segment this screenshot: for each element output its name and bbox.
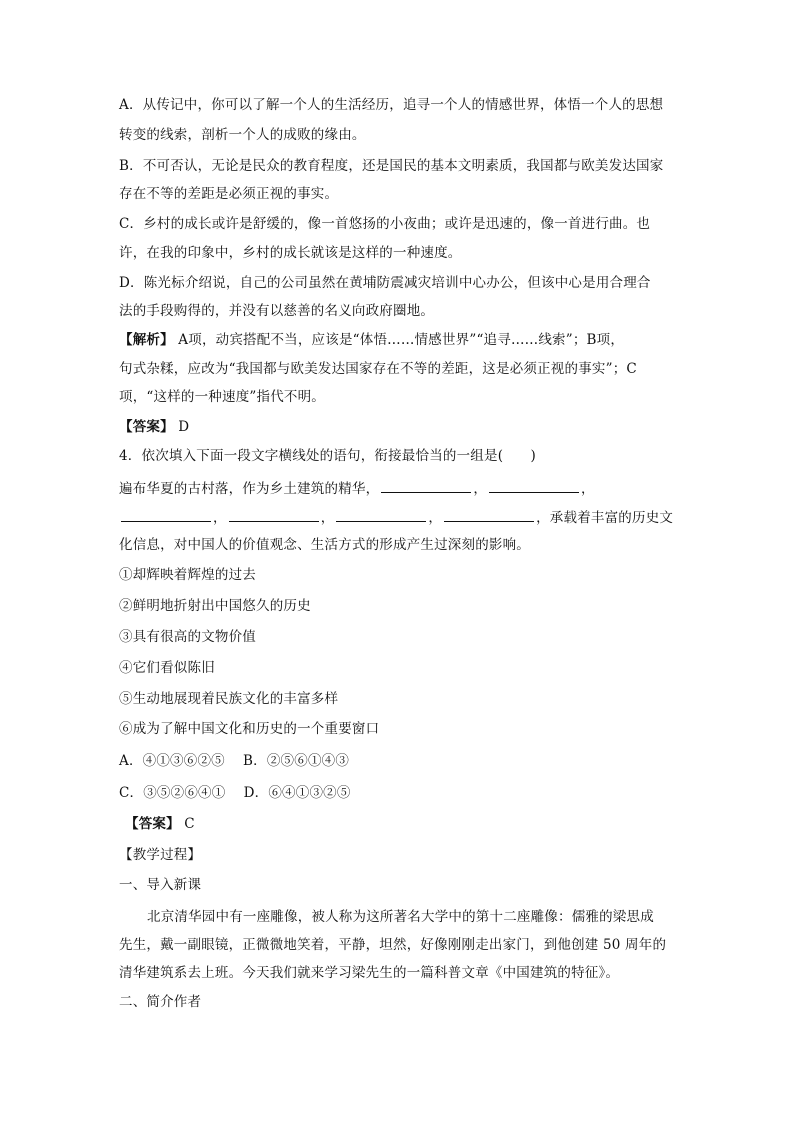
blank-4[interactable]	[229, 507, 319, 522]
answer-3-label: 【答案】	[119, 419, 174, 435]
list-item: ④它们看似陈旧	[119, 660, 215, 676]
intro-para-line-2: 先生，戴一副眼镜，正微微地笑着，平静，坦然，好像刚刚走出家门，到他创建 50 周年的	[119, 937, 667, 953]
section-1-title: 一、导入新课	[119, 877, 202, 893]
answer-4	[125, 815, 195, 833]
intro-para-line-1: 北京清华园中有一座雕像，被人称为这所著名大学中的第十二座雕像：儒雅的梁思成	[147, 909, 654, 925]
passage-comma-1: ，	[473, 481, 488, 497]
answer-4-label: 【答案】	[125, 816, 180, 832]
analysis-line-1	[119, 331, 624, 349]
option-a-line-1: A．从传记中，你可以了解一个人的生活经历，追寻一个人的情感世界，体悟一个人的思想	[119, 97, 664, 113]
passage-comma-5: ，	[428, 510, 443, 526]
list-item: ③具有很高的文物价值	[119, 629, 256, 645]
passage-comma-2: ，	[581, 481, 595, 497]
blank-2[interactable]	[489, 478, 579, 493]
section-2-title: 二、简介作者	[119, 994, 202, 1010]
passage-line-3: 化信息，对中国人的价值观念、生活方式的形成产生过深刻的影响。	[119, 537, 530, 553]
list-item: ⑥成为了解中国文化和历史的一个重要窗口	[119, 721, 380, 737]
passage-comma-4: ，	[320, 510, 335, 526]
blank-1[interactable]	[381, 478, 471, 493]
option-b-line-2: 存在不等的差距是必须正视的事实。	[119, 186, 339, 202]
teaching-heading: 【教学过程】	[119, 847, 202, 863]
answer-3-value: D	[173, 419, 190, 435]
passage-start: 遍布华夏的古村落，作为乡土建筑的精华，	[119, 481, 380, 497]
blank-5[interactable]	[336, 507, 426, 522]
option-c-line-1: C．乡村的成长或许是舒缓的，像一首悠扬的小夜曲；或许是迅速的，像一首进行曲。也	[119, 216, 651, 232]
choices-line-1: A．④①③⑥②⑤ B．②⑤⑥①④③	[119, 753, 350, 769]
analysis-line-2: 句式杂糅，应改为“我国都与欧美发达国家存在不等的差距，这是必须正视的事实”；C	[119, 361, 637, 377]
option-b-line-1: B．不可否认，无论是民众的教育程度，还是国民的基本文明素质，我国都与欧美发达国家	[119, 158, 664, 174]
blank-3[interactable]	[121, 507, 211, 522]
option-c-line-2: 许，在我的印象中，乡村的成长就该是这样的一种速度。	[119, 245, 462, 261]
intro-para-line-3: 清华建筑系去上班。今天我们就来学习梁先生的一篇科普文章《中国建筑的特征》。	[119, 965, 620, 981]
list-item: ⑤生动地展现着民族文化的丰富多样	[119, 691, 339, 707]
question-4-stem: 4．依次填入下面一段文字横线处的语句，衔接最恰当的一组是( )	[119, 448, 537, 464]
analysis-text-1: A项，动宾搭配不当，应该是“体悟……情感世界”“追寻……线索”；B项，	[173, 332, 625, 348]
passage-line-1	[119, 478, 595, 498]
option-a-line-2: 转变的线索，剖析一个人的成败的缘由。	[119, 127, 366, 143]
passage-end: ，承载着丰富的历史文	[536, 510, 674, 526]
choices-line-2: C．③⑤②⑥④① D．⑥④①③②⑤	[119, 785, 351, 801]
analysis-line-3: 项，“这样的一种速度”指代不明。	[119, 389, 326, 405]
list-item: ①却辉映着辉煌的过去	[119, 567, 256, 583]
list-item: ②鲜明地折射出中国悠久的历史	[119, 598, 311, 614]
passage-line-2	[119, 507, 673, 527]
answer-4-value: C	[179, 816, 195, 832]
answer-3	[119, 418, 189, 436]
blank-6[interactable]	[444, 507, 534, 522]
option-d-line-1: D．陈光标介绍说，自己的公司虽然在黄埔防震减灾培训中心办公，但该中心是用合理合	[119, 275, 651, 291]
option-d-line-2: 法的手段购得的，并没有以慈善的名义向政府圈地。	[119, 303, 435, 319]
passage-comma-3: ，	[213, 510, 227, 526]
analysis-label: 【解析】	[119, 332, 174, 348]
